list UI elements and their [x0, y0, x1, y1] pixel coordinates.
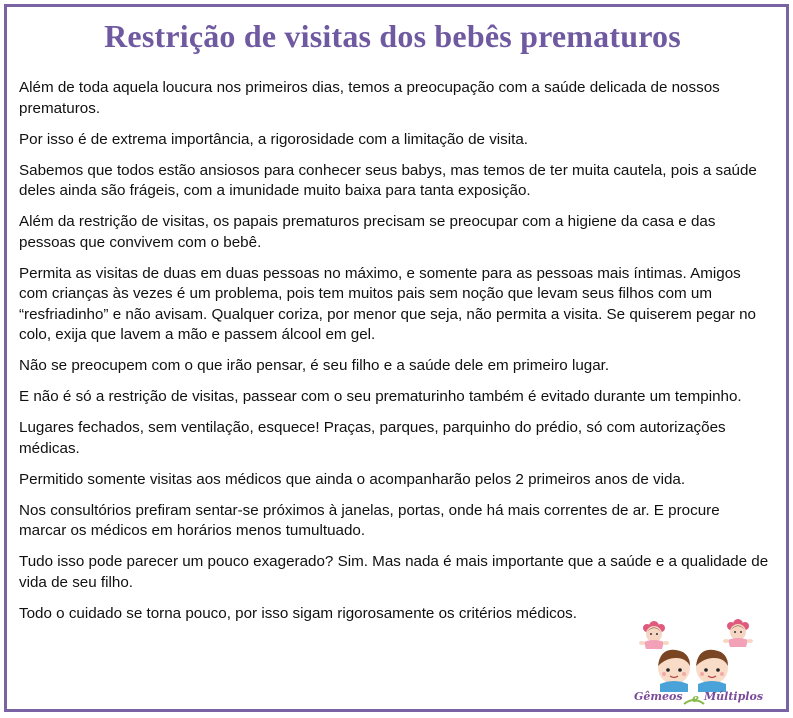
article-body: [19, 78, 771, 635]
paragraph: Tudo isso pode parecer um pouco exagerado? Sim. Mas nada é mais importante que a saúde e a qualidade de vida de seu filho.: [19, 553, 769, 591]
logo-word-left: Gêmeos: [634, 690, 683, 703]
paragraph: Todo o cuidado se torna pouco, por isso sigam rigorosamente os critérios médicos.: [19, 604, 577, 622]
paragraph: Sabemos que todos estão ansiosos para conhecer seus babys, mas temos de ter muita cautela, pois a saúde deles ainda são frágeis, com a imunidade muito baixa para tanta exposição.: [19, 161, 757, 199]
paragraph: Nos consultórios prefiram sentar-se próximos à janelas, portas, onde há mais correntes de ar. E procure marcar os médicos em horários menos tumultuado.: [19, 501, 720, 539]
paragraph: E não é só a restrição de visitas, passear com o seu prematurinho também é evitado durante um tempinho.: [19, 388, 742, 405]
logo-word-right: Múltiplos: [704, 690, 764, 703]
paragraph: Permitido somente visitas aos médicos que ainda o acompanharão pelos 2 primeiros anos de vida.: [19, 470, 686, 488]
paragraph: Permita as visitas de duas em duas pessoas no máximo, e somente para as pessoas mais íntimas. Amigos com crianças às vezes é um problema, pois tem muitos pais sem noção que levam seus filhos com um “resfriadinho” e não avisam. Qualquer coriza, por menor que seja, não permita a visita. Se quiserem pegar no colo, exija que lavem a mão e passem álcool em gel.: [19, 264, 756, 343]
paragraph: Além de toda aquela loucura nos primeiros dias, temos a preocupação com a saúde delicada de nossos prematuros.: [19, 79, 720, 117]
paragraph: Lugares fechados, sem ventilação, esquece! Praças, parques, parquinho do prédio, só com autorizações médicas.: [19, 419, 726, 457]
small-girl-right-icon: [723, 619, 753, 647]
small-girl-left-icon: [639, 621, 669, 649]
logo-connector: e: [692, 692, 699, 705]
paragraph: Por isso é de extrema importância, a rigorosidade com a limitação de visita.: [19, 130, 529, 148]
paragraph: Não se preocupem com o que irão pensar, é seu filho e a saúde dele em primeiro lugar.: [19, 357, 610, 374]
boy-right-icon: [696, 650, 728, 692]
boy-left-icon: [658, 650, 690, 692]
page-title: Restrição de visitas dos bebês prematuros: [104, 18, 681, 54]
paragraph: Além da restrição de visitas, os papais prematuros precisam se preocupar com a higiene da casa e das pessoas que convivem com o bebê.: [19, 213, 716, 251]
gemeos-multiplos-logo: [628, 612, 786, 710]
